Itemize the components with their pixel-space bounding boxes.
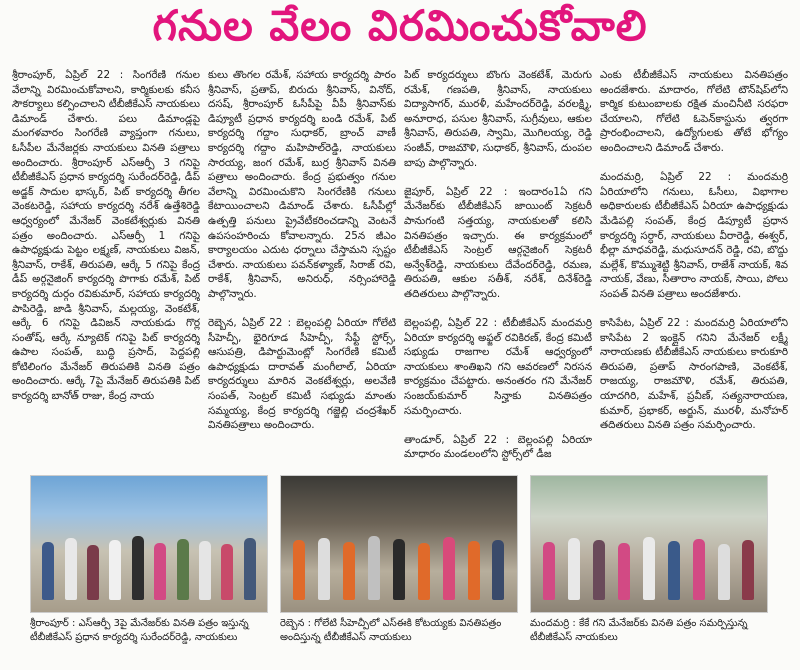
news-photo <box>280 475 518 613</box>
column-text: ఎంకు టీబీజీకేఎస్ నాయకులు వినతిపత్రం అందజేశారు. మాదారం, గోలేటి టౌన్‌షిప్‌లోని కార్మిక కుటుంబాలకు రక్షిత మంచినీటి సరఫరా చేయాలని, గోలేటి ఓపెన్‌కాస్టును త్వరగా ప్రారంభించాలని, ఉద్యోగులకు తోటే భోగ్యం అందించాలని డిమాండ్ చేశారు. మందమర్రి, ఏప్రిల్ 22 : మందమర్రి ఏరియాలోని గనులు, ఓసీలు, విభాగాల అధికారులకు టీబీజీకేఎస్ ఏరియా ఉపాధ్యక్షుడు మేడిపల్లి సంపత్, కేంద్ర డిప్యూటీ ప్రధాన కార్యదర్శి సర్ధార్, నాయకులు వీరారెడ్డి, ఈశ్వర్, భీల్లా మాధవరెడ్డి, మధుసూదన్ రెడ్డి, రవి, బొద్దు మల్లేశ్, కొమ్ముశెట్టి శ్రీనివాస్, రాజేశ్ నాయక్, శివ నాయక్, వేణు, సీతారాం నాయక్, సాయి, పోలు సంపత్ వినతి పత్రాలు అందజేశారు. కాసిపేట, ఏప్రిల్ 22 : మందమర్రి ఏరియాలోని కాసిపేట 2 ఇంక్లైన్ గనిని మేనేజర్ లక్ష్మీ నారాయణకు టీబీజీకేఎస్ నాయకులు కారుకూరి తిరుపతి, ప్రతాప్ సారంగపాణి, వెంకటేశ్, రాజయ్య, రాజమౌళి, రమేశ్, తిరుపతి, యాదగిరి, మహేశ్, ప్రవీణ్, సత్యనారాయణ, కుమార్, ప్రభాకర్, అర్జున్, మురళీ, మనోహర్ తదితరులు వినతి పత్రం సమర్పించారు. <box>600 69 788 432</box>
news-photo <box>530 475 768 613</box>
article-column-1 <box>12 68 200 470</box>
group-of-people <box>287 530 511 600</box>
column-text: పిట్ కార్యదర్శులు బొంగు వెంకటేశ్, మెరుగు రమేశ్, గణపతి, శ్రీనివాస్, నాయకులు విద్యాసాగర్, మురళీ, మహేందర్‌రెడ్డి, వరలక్ష్మి, అనూరాధ, పసుల శ్రీనివాస్, సుగ్రీవులు, ఆకుల శ్రీనివాస్, తిరుపతి, స్వామి, మొగిలయ్య, రెడ్డి సంజీవ్, రాజమౌళి, సుధాకర్, శ్రీనివాస్, దుంపల బాపు పాల్గొన్నారు. జైపూర్, ఏప్రిల్ 22 : ఇందారం1ఏ గని మేనేజర్‌కు టీబీజీకేఎస్ జాయింట్ సెక్రటరీ పానుగంటి సత్తయ్య, నాయకులతో కలిసి వినతిపత్రం ఇచ్చారు. ఈ కార్యక్రమంలో టీబీజీకేఎస్ సెంట్రల్ ఆర్గనైజింగ్ సెక్రటరీ అన్వేశ్‌రెడ్డి, నాయకులు దేవేందర్‌రెడ్డి, రమణ, తిరుపతి, ఆకుల సతీశ్, నరేశ్, దినేశ్‌రెడ్డి తదితరులు పాల్గొన్నారు. బెల్లంపల్లి, ఏప్రిల్ 22 : టీబీజీకేఎస్ మందమర్రి ఏరియా కార్యదర్శి అఫ్జల్ రవికిరణ్, కేంద్ర కమిటీ సభ్యుడు రాజగాల రమేశ్ ఆధ్వర్యంలో నాయకులు శాంతిఖని గని ఆవరణలో నిరసన కార్యక్రమం చేపట్టారు. అనంతరం గని మేనేజర్ సంజయ్‌కుమార్ సిన్హాకు వినతిపత్రం సమర్పించారు. తాండూర్, ఏప్రిల్ 22 : బెల్లంపల్లి ఏరియా మాధారం మండలంలోని స్టోర్స్‌లో డీజ <box>404 69 592 461</box>
headline-banner <box>0 0 800 62</box>
article-column-4 <box>600 68 788 470</box>
headline: గనుల వేలం విరమించుకోవాలి <box>152 1 648 50</box>
news-photo <box>30 475 268 613</box>
group-of-people <box>37 530 261 600</box>
column-text: శ్రీరాంపూర్, ఏప్రిల్ 22 : సింగరేణి గనుల వేలాన్ని విరమించుకోవాలని, కార్మికులకు కనీస సౌకర్యాలు కల్పించాలని టీబీజీకేఎస్ నాయకులు డిమాండ్ చేశారు. పలు డిమాండ్లపై మంగళవారం సింగరేణి వ్యాప్తంగా గనులు, ఓసీపీల మేనేజర్లకు నాయకులు వినతి పత్రాలు అందించారు. శ్రీరాంపూర్ ఎస్ఆర్పీ 3 గనిపై టీబీజీకేఎస్ ప్రధాన కార్యదర్శి సురేందర్‌రెడ్డి, డీప్ అడ్జక్ సాదుల భాస్కర్, పిట్ కార్యదర్శి తీగల వెంకటరెడ్డి, సహాయ కార్యదర్శి నరేశ్ ఉత్తేశిరెడ్డి ఆధ్వర్యంలో మేనేజర్ వెంకటేశ్వర్లుకు వినతి పత్రం అందించారు. ఎస్ఆర్పీ 1 గనిపై ఉపాధ్యక్షుడు పెట్టం లక్ష్మణ్, నాయకులు విజన్, శ్రీనివాస్, రాకేశ్, తిరుపతి, ఆర్కే 5 గనిపై కేంద్ర డీప్ అర్గనైజింగ్ కార్యదర్శి పొగాకు రమేశ్, పిట్ కార్యదర్శి దుర్గం రవికుమార్, సహాయ కార్యదర్శి పాపిరెడ్డి, జాడి శ్రీనివాస్, మల్లయ్య, వెంకటేశ్, ఆర్కే 6 గనిపై డివిజన్ నాయకుడు గొర్ల సంతోష్, ఆర్కే న్యూటెక్ గనిపై పిట్ కార్యదర్శి ఉపాల సంపత్, బుద్ధి ప్రసాద్, పెద్దపల్లి కోటిలింగం మేనేజర్ తిరుపతికి వినతి పత్రం అందించారు. ఆర్కే 7పై మేనేజర్ తిరుపతికి పిట్ కార్యదర్శి బానోత్ రాజు, కేంద్ర నాయ <box>12 69 200 403</box>
photo-block-1 <box>30 475 268 667</box>
photo-block-2 <box>280 475 518 667</box>
column-text: కులు తొంగల రమేశ్, సహాయ కార్యదర్శి పారం శ్రీనివాస్, ప్రతాప్, బిరుదు శ్రీనివాస్, వినోద్, దసష్, శ్రీరాంపూర్ ఓసీపీపై వీపీ శ్రీనివాస్‌కు డిప్యూటీ ప్రధాన కార్యదర్శి బండి రమేశ్, పిట్ కార్యదర్శి గద్దాం సుధాకర్, బ్రాంచ్ వాణీ కార్యదర్శి గద్దాం మహిపాల్‌రెడ్డి, నాయకులు సారయ్య, జంగ రమేశ్, బుర్ర శ్రీనివాస్ వినతి పత్రాలు అందించారు. కేంద్ర ప్రభుత్వం గనుల వేలాన్ని విరమించుకొని సింగరేణికి గనులు కేటాయించాలని డిమాండ్ చేశారు. ఓసీపీల్లో ఉత్పత్తి పనులు ప్రైవేటీకరించడాన్ని వెంటనే ఉపసంహరించు కోవాలన్నారు. 25న జీఎం కార్యాలయం ఎదుట ధర్నాలు చేస్తామని స్పష్టం చేశారు. నాయకులు పవన్‌కళ్యాణ్, సిరాజ్ రవి, రాకేశ్, శ్రీనివాస్, అనిరుధ్, నర్సింహారెడ్డి పాల్గొన్నారు. రెబ్బెన, ఏప్రిల్ 22 : బెల్లంపల్లి ఏరియా గోలేటి సీహెచ్పీ, భైరిగూడ సీహెచ్పీ, సేఫ్టీ స్టోర్స్, ఆసుపత్రి, డిపార్టుమెంట్లో సింగరేణి కమిటీ ఉపాధ్యక్షుడు దారావత్ మంగీలాల్, ఏరియా కార్యదర్శులు మారిన వెంకటేశ్వర్లు, అలవేణి సంపత్, సెంట్రల్ కమిటీ సభ్యుడు మాంతు సమ్మయ్య, కేంద్ర కార్యదర్శి గజ్జెల్లి చంద్రశేఖర్ వినతిపత్రాలు అందించారు. <box>208 69 396 432</box>
photo-caption: శ్రీరాంపూర్ : ఎస్ఆర్పీ 3పై మేనేజర్‌కు వినతి పత్రం ఇస్తున్న టీబీజీకేఎస్ ప్రధాన కార్యదర్శి సురేందర్‌రెడ్డి, నాయకులు <box>30 618 249 643</box>
photo-caption: రెబ్బెన : గోలేటి సీహెచ్పీలో ఎస్ఈకి కోటయ్యకు వినతిపత్రం అందిస్తున్న టీబీజీకేఎస్ నాయకులు <box>280 618 502 643</box>
photo-caption: మందమర్రి : కేకే గని మేనేజర్‌కు వినతి పత్రం సమర్పిస్తున్న టీబీజీకేఎస్ నాయకులు <box>530 618 748 643</box>
photo-strip <box>30 475 768 667</box>
photo-block-3 <box>530 475 768 667</box>
article-column-2 <box>208 68 396 470</box>
article-column-3 <box>404 68 592 470</box>
article-body <box>12 68 788 470</box>
group-of-people <box>537 530 761 600</box>
